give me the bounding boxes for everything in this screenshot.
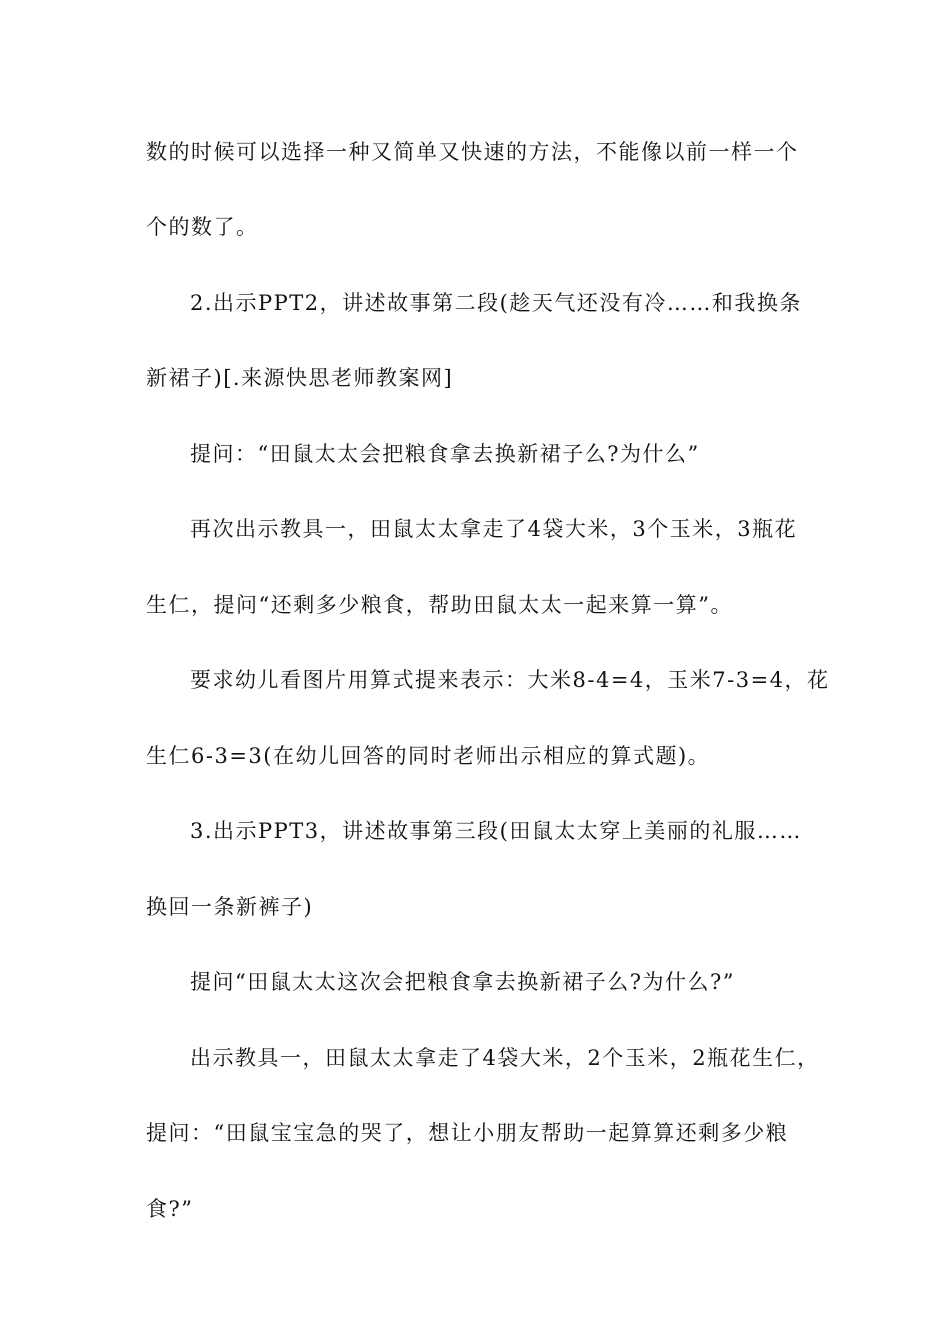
text-line-14: 提问：“田鼠宝宝急的哭了，想让小朋友帮助一起算算还剩多少粮 bbox=[146, 1121, 789, 1145]
text-line-5: 提问：“田鼠太太会把粮食拿去换新裙子么?为什么” bbox=[190, 442, 700, 466]
text-line-12: 提问“田鼠太太这次会把粮食拿去换新裙子么?为什么?” bbox=[190, 970, 735, 994]
text-line-10: 3.出示PPT3，讲述故事第三段(田鼠太太穿上美丽的礼服…… bbox=[190, 819, 802, 843]
text-line-8: 要求幼儿看图片用算式提来表示：大米8-4=4，玉米7-3=4，花 bbox=[190, 668, 830, 692]
text-line-13: 出示教具一，田鼠太太拿走了4袋大米，2个玉米，2瓶花生仁， bbox=[190, 1046, 820, 1070]
text-line-11: 换回一条新裤子) bbox=[146, 895, 314, 919]
text-line-7: 生仁，提问“还剩多少粮食，帮助田鼠太太一起来算一算”。 bbox=[146, 593, 733, 617]
text-line-1: 数的时候可以选择一种又简单又快速的方法，不能像以前一样一个 bbox=[146, 140, 799, 164]
text-line-9: 生仁6-3=3(在幼儿回答的同时老师出示相应的算式题)。 bbox=[146, 744, 711, 768]
text-line-4: 新裙子)[.来源快思老师教案网] bbox=[146, 366, 454, 390]
text-line-3: 2.出示PPT2，讲述故事第二段(趁天气还没有冷……和我换条 bbox=[190, 291, 802, 315]
text-line-2: 个的数了。 bbox=[146, 215, 259, 239]
text-line-6: 再次出示教具一，田鼠太太拿走了4袋大米，3个玉米，3瓶花 bbox=[190, 517, 798, 541]
text-line-15: 食?” bbox=[146, 1197, 194, 1221]
